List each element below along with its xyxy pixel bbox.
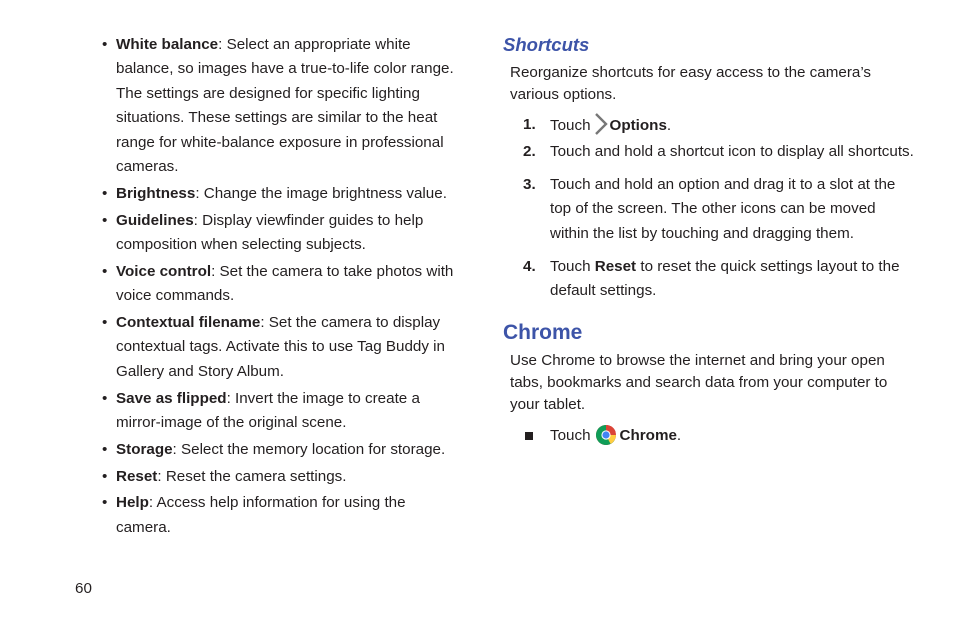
bullet-text: .: [676, 427, 682, 445]
description: : Select an appropriate white balance, so images have a true-to-life color range. The settings are designed for specific lighting situations. These settings are similar to the heat range for white-balance exposure in professional cameras.: [116, 36, 454, 176]
term: Guidelines: [116, 211, 194, 229]
term: Help: [116, 494, 149, 512]
term: Voice control: [116, 262, 212, 280]
step-text: .: [666, 117, 672, 134]
chevron-right-icon: [594, 113, 608, 135]
term: Brightness: [116, 184, 196, 202]
step-text: Touch and hold a shortcut icon to display all shortcuts.: [550, 143, 914, 160]
page-number: 60: [75, 580, 92, 597]
chrome-bullet: [503, 424, 918, 448]
step-number: 3.: [523, 176, 536, 193]
bullet-bold: Chrome: [619, 427, 677, 445]
chrome-icon: [595, 424, 617, 446]
step-number: 4.: [523, 257, 536, 275]
bullet-dot: •: [102, 389, 108, 407]
term: White balance: [116, 36, 219, 53]
description: : Change the image brightness value.: [195, 184, 447, 202]
term: Storage: [116, 440, 173, 458]
bullet-dot: •: [102, 262, 108, 280]
description: : Invert the image to create a mirror-image of the original scene.: [116, 389, 420, 432]
list-item-storage: [102, 438, 464, 462]
step-2: [503, 140, 918, 164]
step-4: [503, 255, 918, 304]
chrome-intro: Use Chrome to browse the internet and bring your open tabs, bookmarks and search data from your computer to your tablet.: [510, 352, 888, 414]
description: : Access help information for using the camera.: [116, 494, 406, 536]
step-number: 2.: [523, 143, 536, 160]
step-3: [503, 173, 918, 246]
bullet-dot: •: [102, 440, 108, 458]
step-1: [503, 113, 918, 138]
term: Reset: [116, 467, 158, 485]
list-item-save-as-flipped: [102, 387, 464, 436]
list-item-voice-control: [102, 260, 464, 309]
step-bold: Reset: [594, 257, 637, 275]
bullet-dot: •: [102, 494, 108, 512]
list-item-contextual-filename: [102, 311, 464, 384]
description: : Set the camera to display contextual tags. Activate this to use Tag Buddy in Gallery and Story Album.: [116, 314, 445, 380]
description: : Select the memory location for storage.: [172, 440, 446, 458]
step-bold: Options: [609, 117, 667, 134]
bullet-dot: •: [102, 467, 108, 485]
step-number: 1.: [523, 116, 536, 133]
shortcuts-intro: Reorganize shortcuts for easy access to the camera’s various options.: [510, 64, 872, 103]
right-column: [503, 33, 918, 448]
list-item-brightness: [102, 182, 464, 206]
description: : Set the camera to take photos with voice commands.: [116, 262, 454, 305]
chrome-heading: Chrome: [503, 321, 583, 345]
term: Save as flipped: [116, 389, 227, 407]
description: : Reset the camera settings.: [157, 467, 347, 485]
bullet-dot: •: [102, 211, 108, 229]
bullet-text: Touch: [550, 427, 591, 445]
list-item-white-balance: [102, 33, 464, 179]
shortcuts-heading: Shortcuts: [503, 34, 590, 55]
list-item-help: [102, 491, 464, 540]
step-text: Touch: [550, 117, 591, 134]
description: : Display viewfinder guides to help composition when selecting subjects.: [116, 211, 424, 254]
bullet-dot: •: [102, 184, 108, 202]
term: Contextual filename: [116, 314, 261, 332]
square-bullet: [525, 432, 533, 440]
list-item-reset: [102, 465, 464, 489]
list-item-guidelines: [102, 209, 464, 258]
bullet-dot: •: [102, 36, 108, 53]
step-text: Touch: [550, 257, 595, 275]
left-column: [102, 33, 464, 543]
step-text: to reset the quick settings layout to the default settings.: [550, 257, 900, 300]
bullet-dot: •: [102, 314, 108, 332]
step-text: Touch and hold an option and drag it to a slot at the top of the screen. The other icons can be moved within the list by touching and dragging them.: [550, 176, 896, 242]
